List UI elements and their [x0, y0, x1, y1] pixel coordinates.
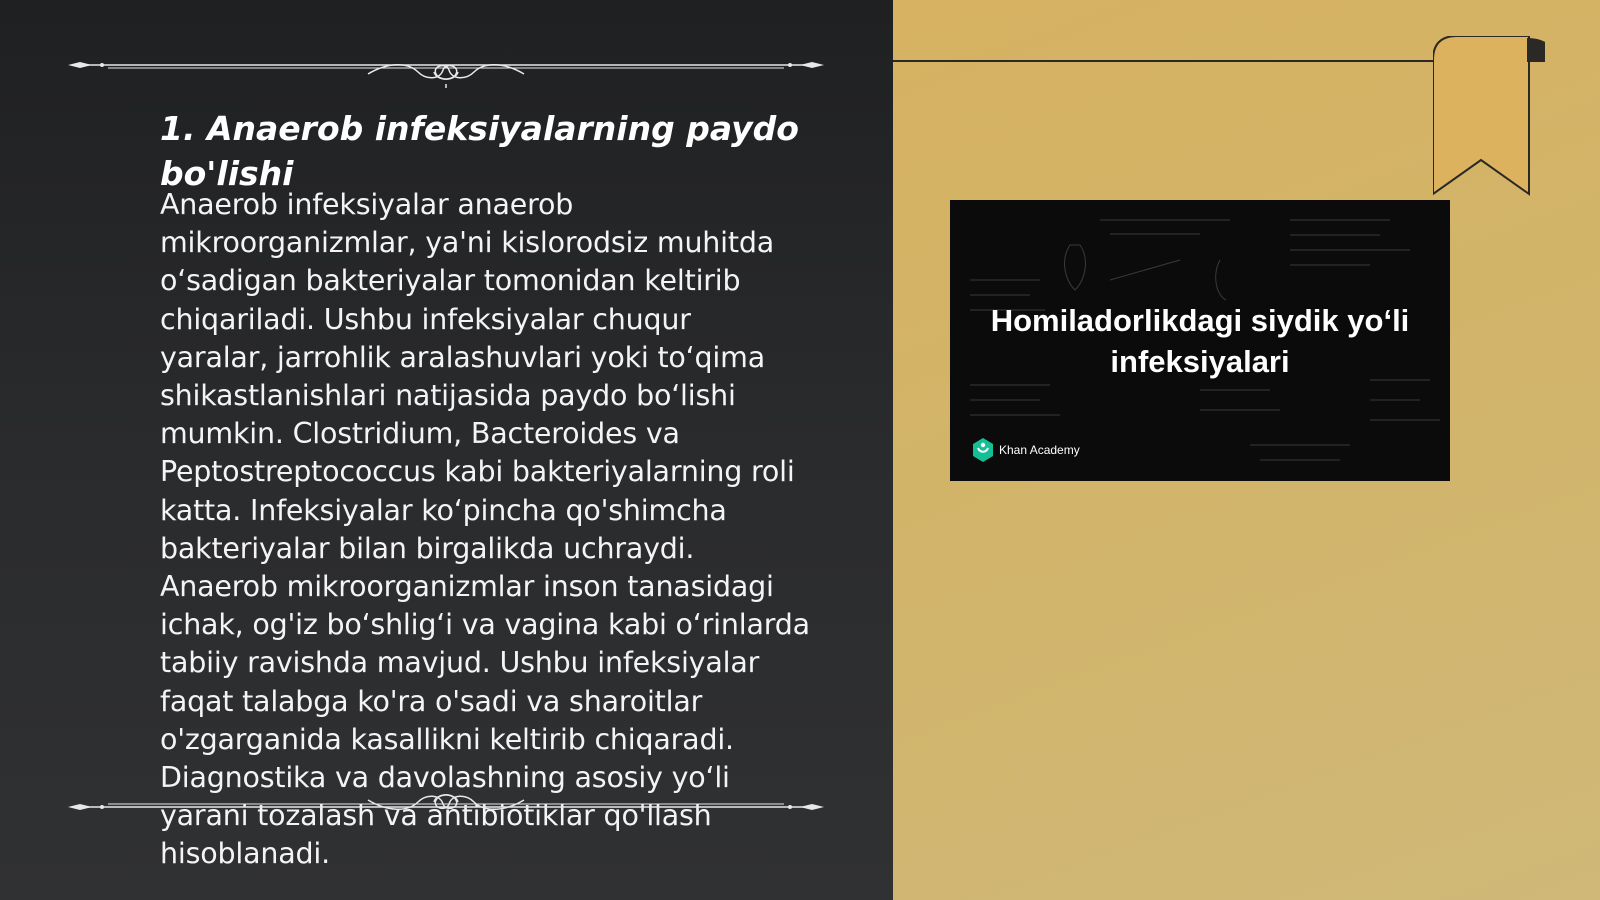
slide-title: 1. Anaerob infeksiyalarning paydo bo'lishi	[160, 109, 799, 193]
video-title: Homiladorlikdagi siydik yo‘li infeksiyalari	[990, 303, 1410, 379]
khan-academy-logo-icon	[972, 438, 994, 462]
slide-body-text: Anaerob infeksiyalar anaerob mikroorganizmlar, ya'ni kislorodsiz muhitda o‘sadigan bakteriyalar tomonidan keltirib chiqariladi. Ushbu infeksiyalar chuqur yaralar, jarrohlik aralashuvlari yoki to‘qima shikastlanishlari natijasida paydo bo‘lishi mumkin. Clostridium, Bacteroides va Peptostreptococcus kabi bakteriyalarning roli katta. Infeksiyalar ko‘pincha qo'shimcha bakteriyalar bilan birgalikda uchraydi. Anaerob mikroorganizmlar inson tanasidagi ichak, og'iz bo‘shlig‘i va vagina kabi o‘rinlarda tabiiy ravishda mavjud. Ushbu infeksiyalar faqat talabga ko'ra o'sadi va sharoitlar o'zgarganida kasallikni keltirib chiqaradi. Diagnostika va davolashning asosiy yo‘li yarani tozalash va antibiotiklar qo'llash hisoblanadi.	[160, 188, 810, 871]
video-thumbnail[interactable]	[950, 200, 1450, 481]
bottom-ornament-divider	[68, 786, 824, 830]
top-ornament-divider	[68, 44, 824, 88]
right-gold-panel	[893, 0, 1600, 900]
bookmark-ribbon-icon	[1433, 36, 1545, 198]
channel-name: Khan Academy	[999, 443, 1080, 457]
khan-academy-logo	[972, 438, 1080, 462]
top-divider-line	[893, 60, 1438, 62]
